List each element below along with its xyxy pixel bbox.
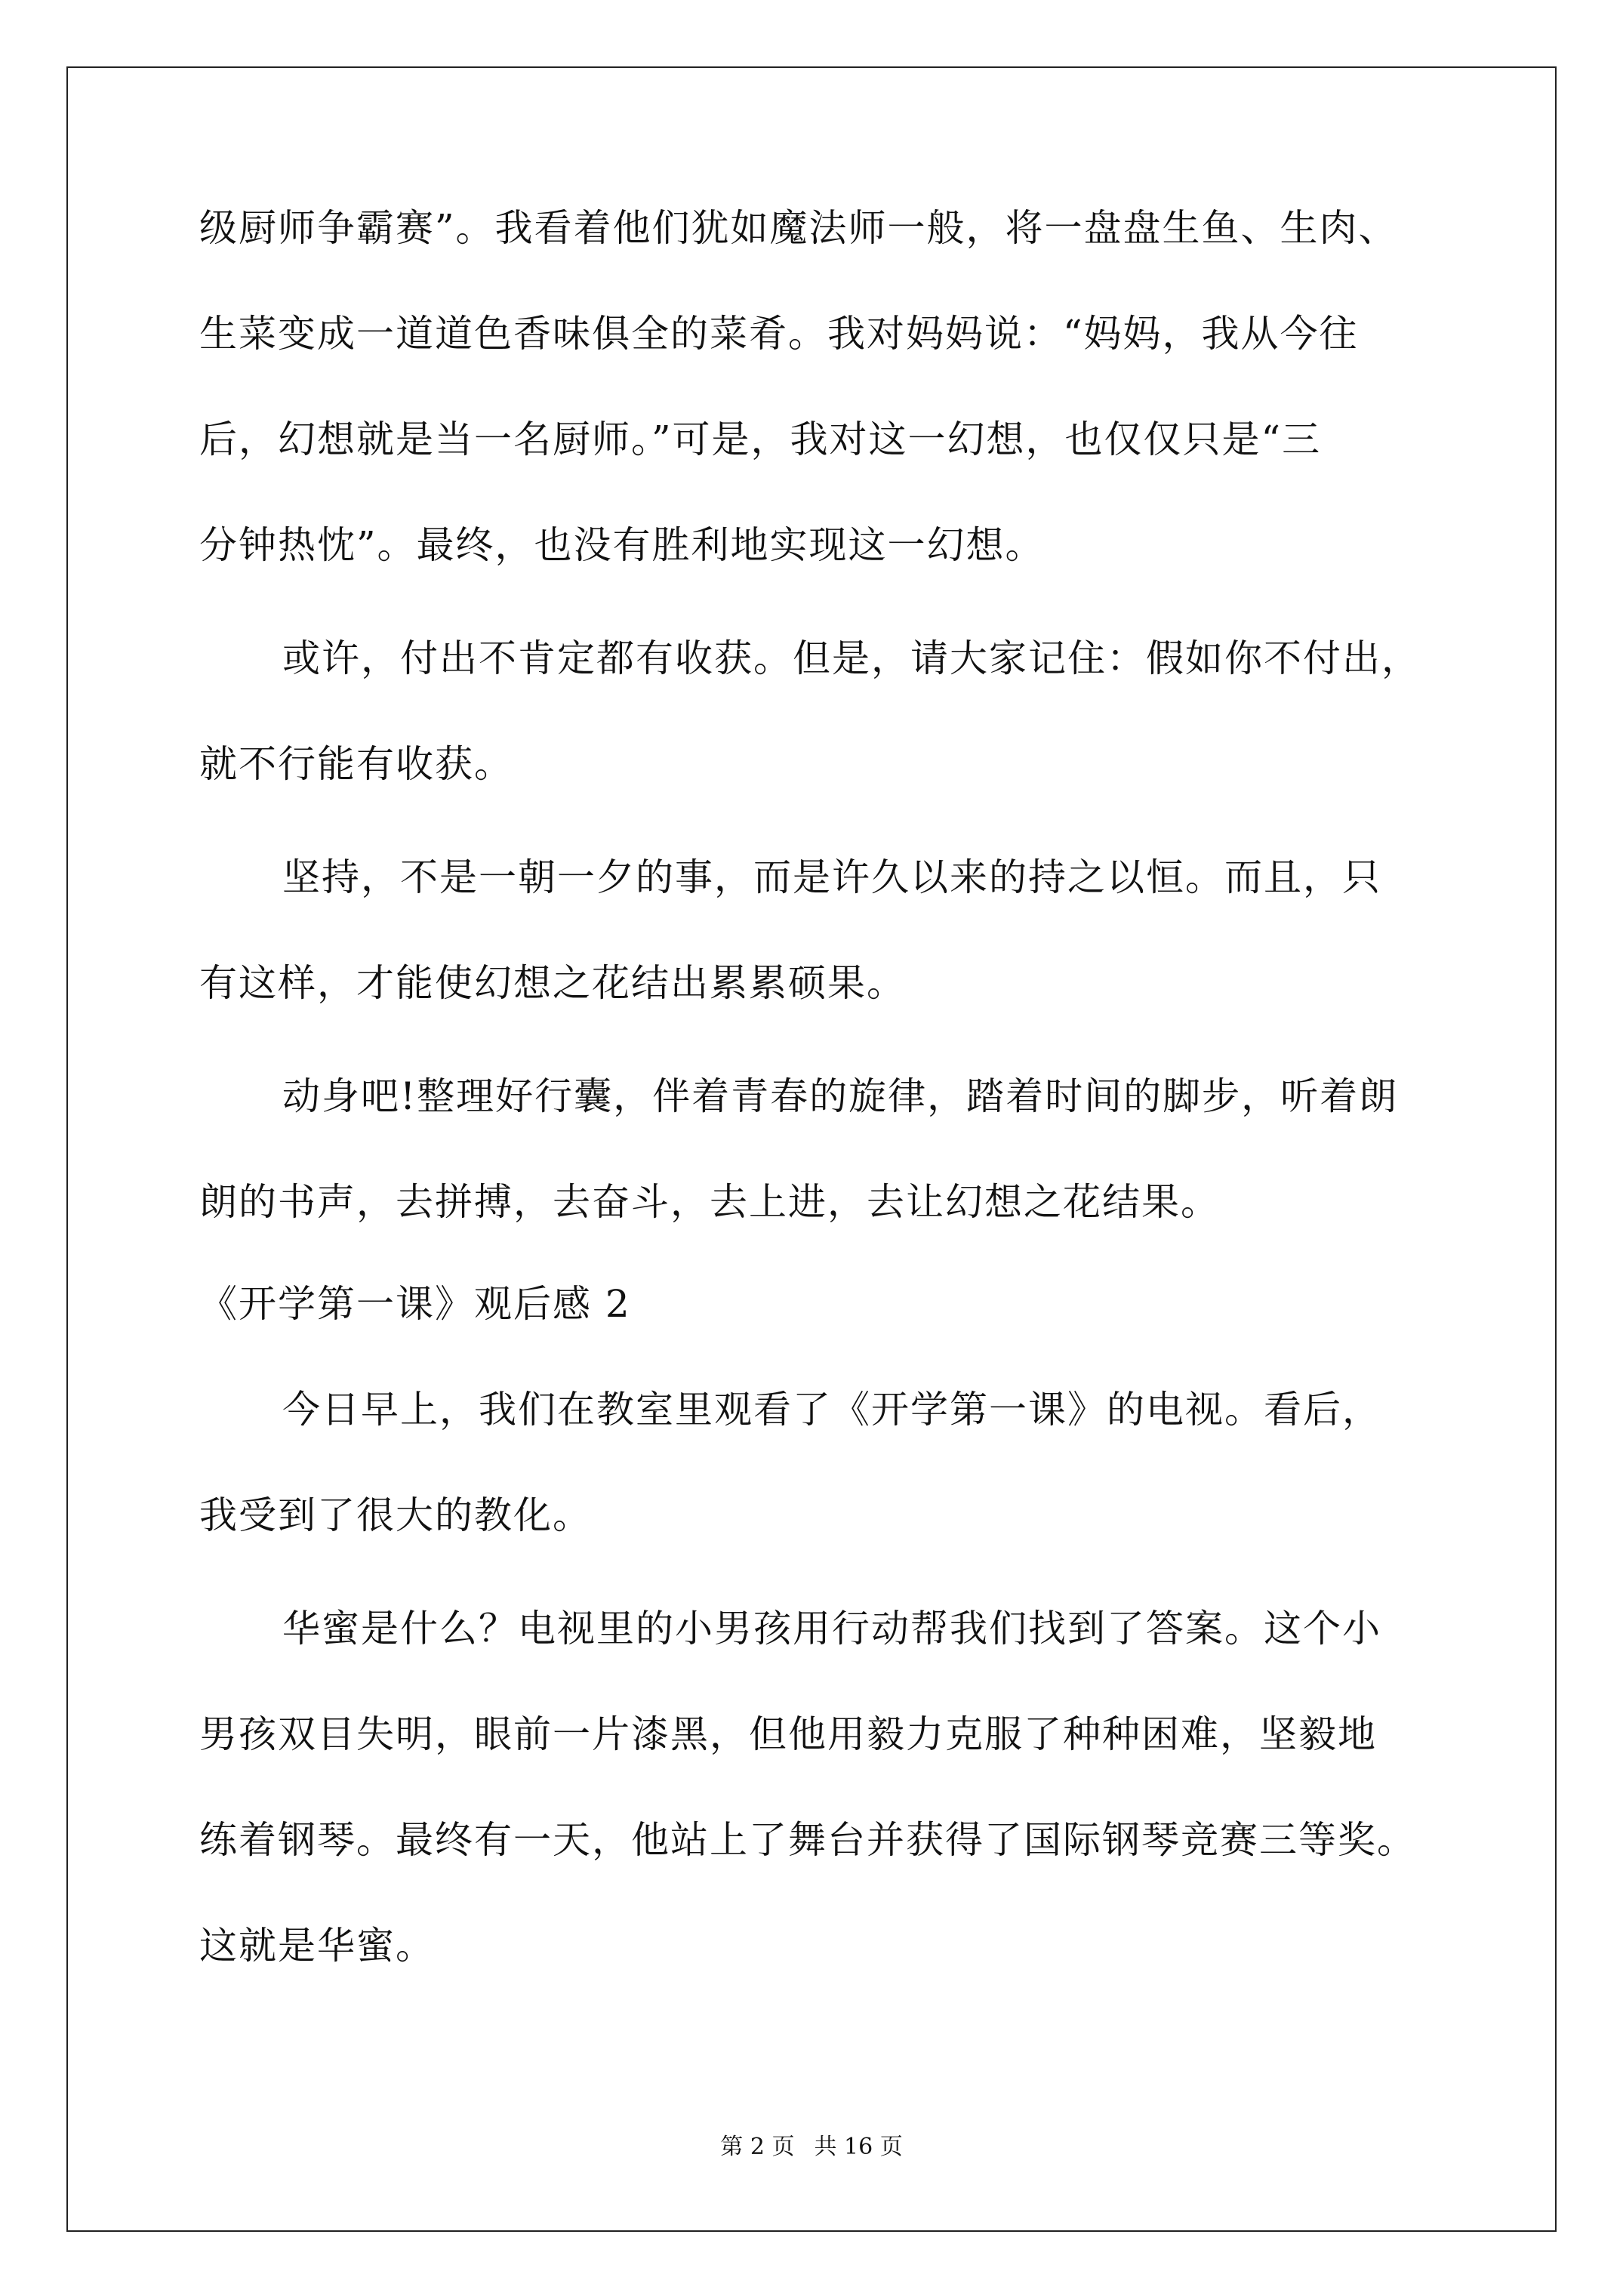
paragraph-line: 生菜变成一道道色香味俱全的菜肴。我对妈妈说：“妈妈，我从今往 — [199, 312, 1359, 356]
page-number: 第 2 页 — [720, 2134, 795, 2160]
page-border — [66, 66, 1557, 2232]
section-heading: 《开学第一课》观后感 2 — [199, 1282, 631, 1326]
paragraph-line: 华蜜是什么？电视里的小男孩用行动帮我们找到了答案。这个小 — [282, 1607, 1381, 1650]
total-pages: 共 16 页 — [814, 2134, 903, 2160]
paragraph-line: 练着钢琴。最终有一天，他站上了舞台并获得了国际钢琴竞赛三等奖。 — [199, 1818, 1416, 1862]
paragraph-line: 级厨师争霸赛”。我看着他们犹如魔法师一般，将一盘盘生鱼、生肉、 — [199, 206, 1398, 250]
paragraph-line: 朗的书声，去拼搏，去奋斗，去上进，去让幻想之花结果。 — [199, 1180, 1220, 1224]
paragraph-line: 有这样，才能使幻想之花结出累累硕果。 — [199, 961, 906, 1005]
paragraph-line: 后，幻想就是当一名厨师。”可是，我对这一幻想，也仅仅只是“三 — [199, 418, 1322, 461]
paragraph-line: 这就是华蜜。 — [199, 1924, 435, 1968]
paragraph-line: 今日早上，我们在教室里观看了《开学第一课》的电视。看后， — [282, 1388, 1381, 1432]
paragraph-line: 或许，付出不肯定都有收获。但是，请大家记住：假如你不付出， — [282, 636, 1421, 680]
paragraph-line: 坚持，不是一朝一夕的事，而是许久以来的持之以恒。而且，只 — [282, 855, 1381, 899]
paragraph-line: 动身吧!整理好行囊，伴着青春的旋律，踏着时间的脚步，听着朗 — [282, 1074, 1399, 1118]
paragraph-line: 男孩双目失明，眼前一片漆黑，但他用毅力克服了种种困难，坚毅地 — [199, 1712, 1377, 1756]
paragraph-line: 我受到了很大的教化。 — [199, 1493, 592, 1537]
paragraph-line: 就不行能有收获。 — [199, 742, 513, 786]
page-footer — [0, 2134, 1623, 2161]
paragraph-line: 分钟热忱”。最终，也没有胜利地实现这一幻想。 — [199, 523, 1045, 567]
